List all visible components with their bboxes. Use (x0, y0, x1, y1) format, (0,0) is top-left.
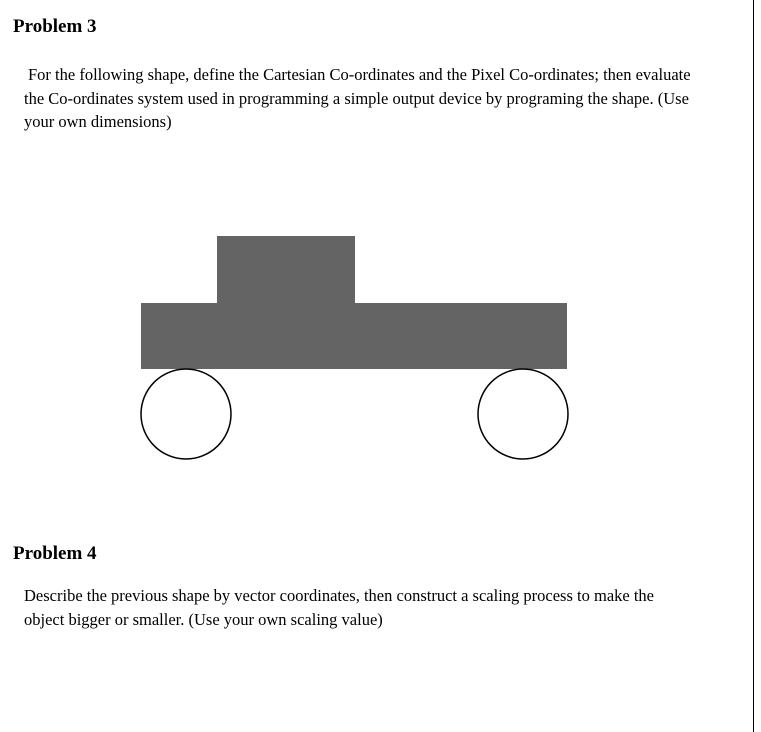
problem-4-heading: Problem 4 (13, 543, 97, 564)
problem-3-line: your own dimensions) (24, 112, 172, 131)
problem-4-line: Describe the previous shape by vector coordinates, then construct a scaling process to make the (24, 586, 654, 605)
problem-4-line: object bigger or smaller. (Use your own scaling value) (24, 609, 383, 629)
problem-3-line: the Co-ordinates system used in programming a simple output device by programing the shape. (Use (24, 88, 689, 108)
problem-3-heading: Problem 3 (13, 16, 97, 37)
car-cabin (217, 236, 355, 304)
car-body (141, 303, 567, 369)
problem-3-line: For the following shape, define the Cartesian Co-ordinates and the Pixel Co-ordinates; then evaluate (28, 65, 691, 84)
front-wheel (141, 369, 231, 459)
rear-wheel (478, 369, 568, 459)
problem-4-text (24, 584, 752, 631)
